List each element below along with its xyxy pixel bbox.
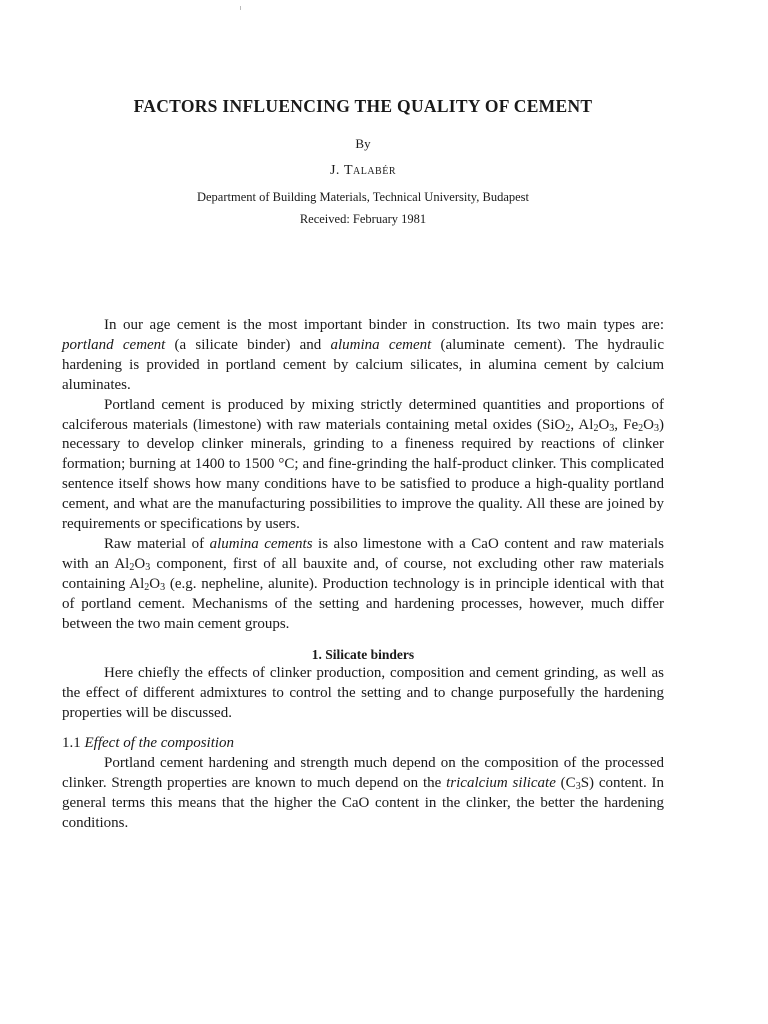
affiliation: Department of Building Materials, Technical University, Budapest xyxy=(196,190,530,204)
paper-title: FACTORS INFLUENCING THE QUALITY OF CEMENT xyxy=(133,96,593,116)
received-date: Received: February 1981 xyxy=(299,212,427,226)
paragraph-silicate-intro: Here chiefly the effects of clinker production, composition and cement grinding, as well as the effect of different admixtures to control the setting and to change purposefully the hardening properties will be discussed. xyxy=(62,665,664,722)
author-surname: Talabér xyxy=(343,163,396,178)
section-heading-silicate-binders: 1. Silicate binders xyxy=(311,646,415,662)
author-initial: J. xyxy=(329,163,344,178)
scan-mark xyxy=(240,6,241,10)
paper-body xyxy=(62,316,664,834)
subsection-heading-composition: 1.1 Effect of the composition xyxy=(62,735,235,752)
paragraph-intro: In our age cement is the most important binder in construction. Its two main types are: portland cement (a silicate binder) and alumina cement (aluminate cement). The hydraulic hardening is provided in portland cement by calcium silicates, in alumina cement by calcium aluminates. xyxy=(62,317,664,393)
by-line: By xyxy=(355,136,371,151)
author-name xyxy=(62,163,664,179)
paragraph-portland: Portland cement is produced by mixing strictly determined quantities and proportions of calciferous materials (limestone) with raw materials containing metal oxides (SiO$_2$, $Al_2O_3$, $Fe_2O_3$) necessary to develop clinker minerals, grinding to a fineness required by reactions of clinker formation; burning at 1400 to 1500 °C; and fine-grinding the half-product clinker. This complicated sentence itself shows how many conditions have to be satisfied to produce a high-quality portland cement, and what are the manufacturing possibilities to improve the quality. All these are joined by requirements or specifications by users. xyxy=(62,396,664,533)
paragraph-composition: Portland cement hardening and strength much depend on the composition of the processed clinker. Strength properties are known to much depend on the tricalcium silicate $(C_3S)$ content. In general terms this means that the higher the CaO content in the clinker, the better the hardening conditions. xyxy=(62,755,665,831)
paragraph-alumina: Raw material of alumina cements is also limestone with a CaO content and raw materials with an $Al_2O_3$ component, first of all bauxite and, of course, not excluding other raw materials containing $Al_2O_3$ (e.g. nepheline, alunite). Production technology is in principle identical with that of portland cement. Mechanisms of the setting and hardening processes, however, much differ between the two main cement groups. xyxy=(62,535,664,632)
